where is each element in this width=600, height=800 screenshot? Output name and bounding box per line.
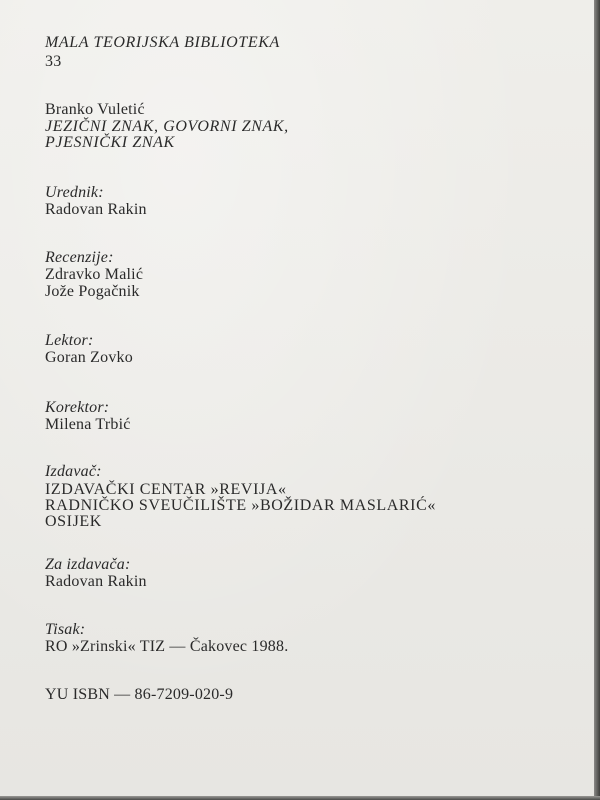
- reviewer-name: Zdravko Malić: [45, 266, 144, 283]
- series-name: MALA TEORIJSKA BIBLIOTEKA: [45, 34, 280, 51]
- book-author: Branko Vuletić: [45, 101, 145, 118]
- series-number: 33: [45, 53, 62, 70]
- publisher-line: IZDAVAČKI CENTAR »REVIJA«: [45, 481, 287, 498]
- scan-edge-right: [594, 0, 600, 800]
- corrector-name: Milena Trbić: [45, 416, 131, 433]
- lector-name: Goran Zovko: [45, 349, 133, 366]
- book-title-line1: JEZIČNI ZNAK, GOVORNI ZNAK,: [45, 118, 289, 135]
- publisher-line: OSIJEK: [45, 513, 102, 530]
- book-title-line2: PJESNIČKI ZNAK: [45, 134, 175, 151]
- print-label: Tisak:: [45, 621, 86, 638]
- lector-label: Lektor:: [45, 332, 94, 349]
- print-info: RO »Zrinski« TIZ — Čakovec 1988.: [45, 638, 289, 655]
- reviews-label: Recenzije:: [45, 249, 114, 266]
- editor-name: Radovan Rakin: [45, 201, 147, 218]
- publisher-line: RADNIČKO SVEUČILIŠTE »BOŽIDAR MASLARIĆ«: [45, 497, 436, 514]
- for-publisher-label: Za izdavača:: [45, 556, 131, 573]
- isbn: YU ISBN — 86-7209-020-9: [45, 686, 234, 703]
- publisher-label: Izdavač:: [45, 463, 102, 480]
- editor-label: Urednik:: [45, 184, 104, 201]
- scan-edge-bottom: [0, 796, 600, 800]
- reviewer-name: Jože Pogačnik: [45, 283, 140, 300]
- corrector-label: Korektor:: [45, 399, 110, 416]
- for-publisher-name: Radovan Rakin: [45, 573, 147, 590]
